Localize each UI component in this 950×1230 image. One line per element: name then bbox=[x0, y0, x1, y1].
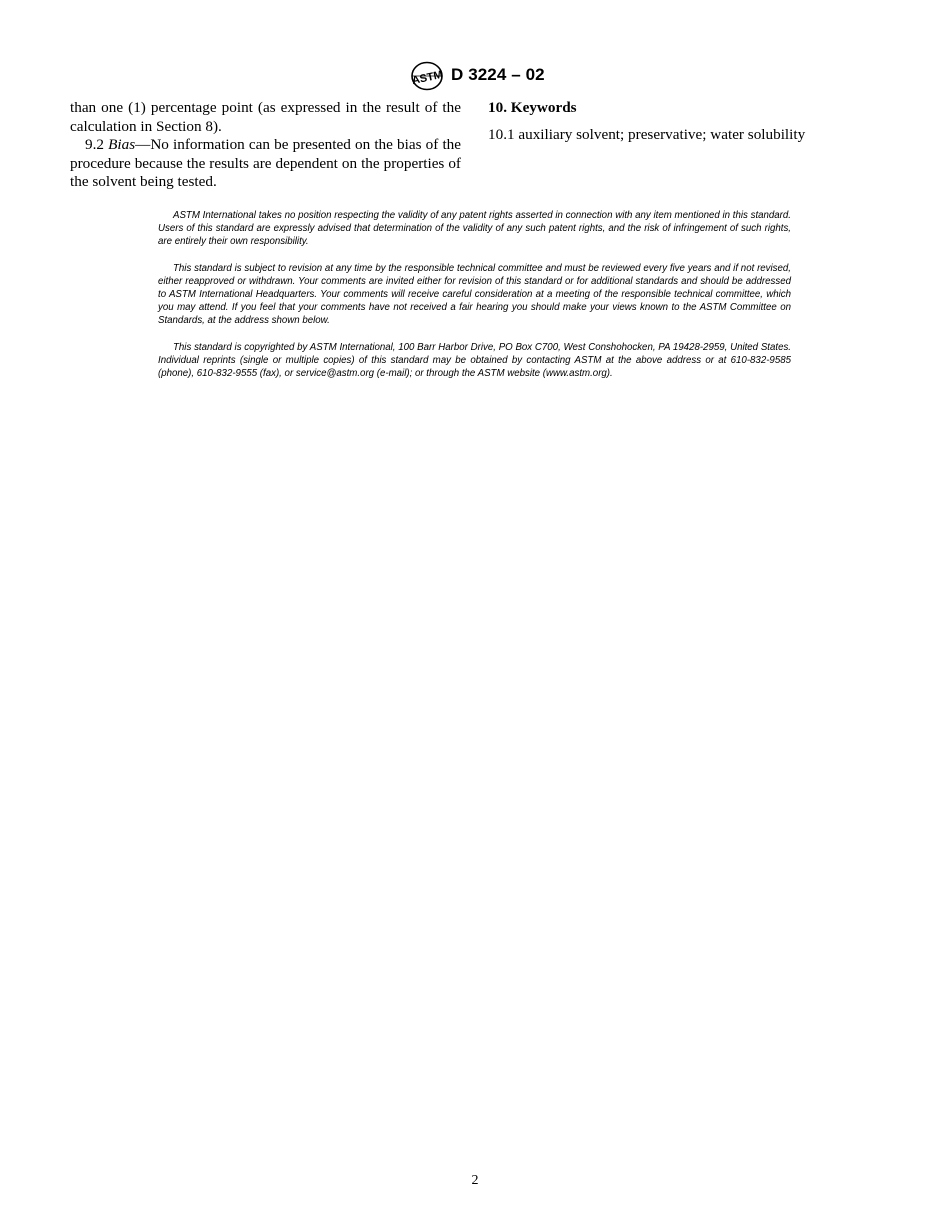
legal-notices bbox=[158, 209, 791, 393]
revision-notice: This standard is subject to revision at any time by the responsible technical committee and must be reviewed every five years and if not revised, either reapproved or withdrawn. Your comments are invited either for revision of this standard or for additional standards and should be addressed to ASTM International Headquarters. Your comments will receive careful consideration at a meeting of the responsible technical committee, which you may attend. If you feel that your comments have not received a fair hearing you should make your views known to the ASTM Committee on Standards, at the address shown below. bbox=[158, 262, 791, 327]
page-number: 2 bbox=[471, 1173, 479, 1188]
keywords-paragraph bbox=[488, 126, 868, 145]
left-column bbox=[70, 99, 461, 192]
patent-notice: ASTM International takes no position respecting the validity of any patent rights asserted in connection with any item mentioned in this standard. Users of this standard are expressly advised that determination of the validity of any such patent rights, and the risk of infringement of such rights, are entirely their own responsibility. bbox=[158, 210, 791, 248]
keywords-section-number: 10.1 bbox=[488, 125, 515, 143]
bias-section-number: 9.2 bbox=[85, 136, 104, 154]
bias-term: Bias bbox=[108, 136, 136, 154]
keywords-text: auxiliary solvent; preservative; water solubility bbox=[518, 125, 806, 143]
document-designation: D 3224 – 02 bbox=[451, 65, 545, 84]
copyright-notice: This standard is copyrighted by ASTM International, 100 Barr Harbor Drive, PO Box C700, West Conshohocken, PA 19428-2959, United States. Individual reprints (single or multiple copies) of this standard may be obtained by contacting ASTM at the above address or at 610-832-9585 (phone), 610-832-9555 (fax), or service@astm.org (e-mail); or through the ASTM website (www.astm.org). bbox=[158, 341, 791, 380]
bias-text: —No information can be presented on the bias of the procedure because the results are dependent on the properties of the solvent being tested. bbox=[70, 136, 462, 191]
bias-paragraph bbox=[70, 136, 461, 192]
precision-paragraph-continuation: than one (1) percentage point (as expressed in the result of the calculation in Section 8). bbox=[70, 99, 461, 135]
keywords-heading: 10. Keywords bbox=[488, 99, 577, 116]
astm-logo-icon bbox=[410, 61, 444, 91]
page-header bbox=[0, 61, 950, 91]
svg-text:ASTM: ASTM bbox=[410, 68, 444, 88]
right-column bbox=[488, 99, 868, 144]
